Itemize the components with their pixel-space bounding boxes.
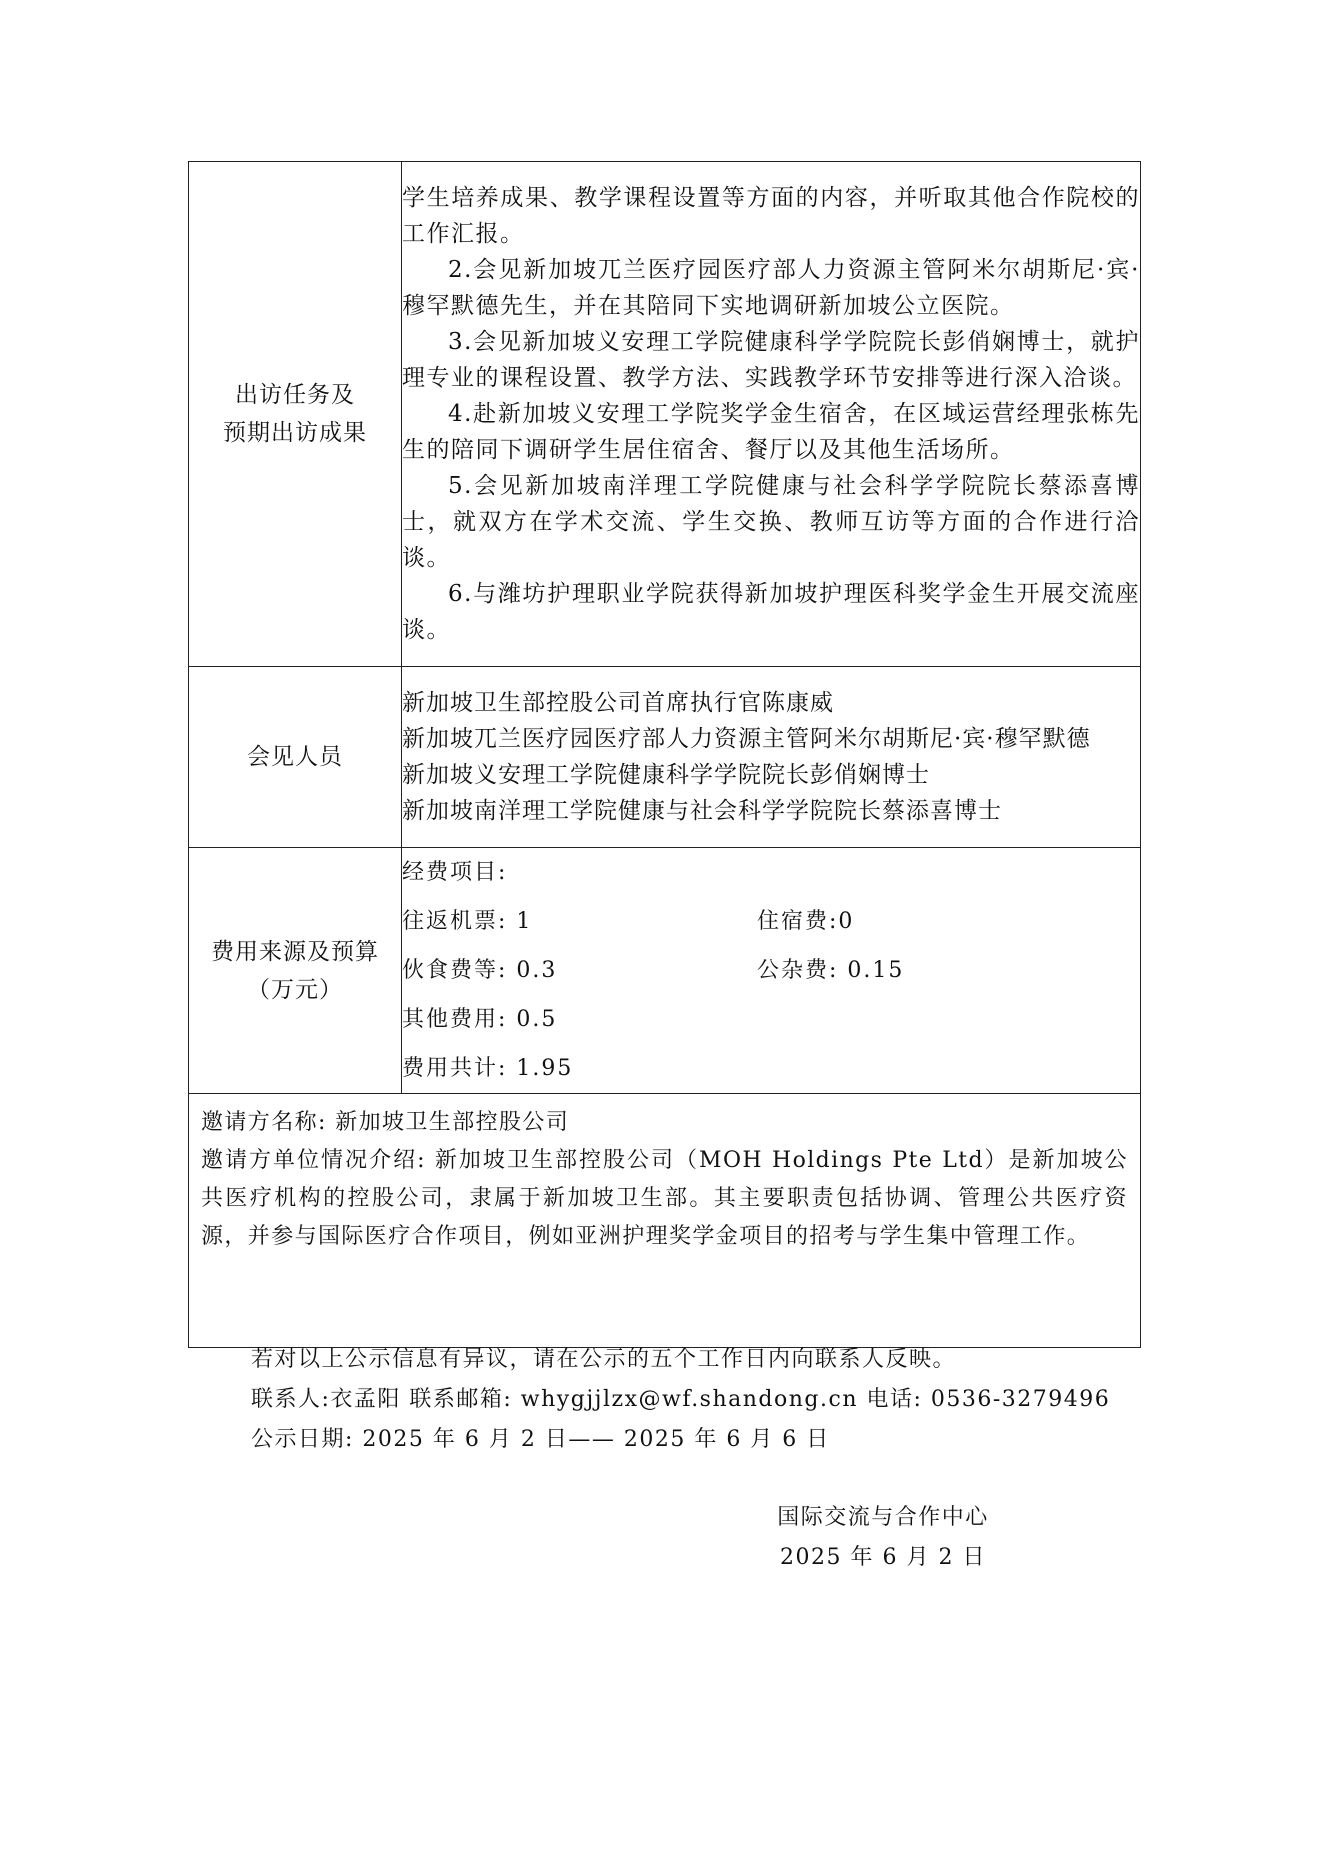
budget-misc: 公杂费: 0.15 bbox=[757, 958, 905, 983]
task-paragraph: 6.与潍坊护理职业学院获得新加坡护理医科奖学金生开展交流座谈。 bbox=[402, 581, 1140, 643]
tasks-row bbox=[189, 162, 1141, 667]
task-paragraph: 4.赴新加坡义安理工学院奖学金生宿舍，在区域运营经理张栋先生的陪同下调研学生居住宿舍、餐厅以及其他生活场所。 bbox=[402, 401, 1140, 463]
budget-line bbox=[402, 946, 1140, 995]
budget-meals: 伙食费等: 0.3 bbox=[402, 958, 558, 983]
budget-items bbox=[402, 848, 1140, 1093]
inviter-name: 邀请方名称: 新加坡卫生部控股公司 bbox=[201, 1110, 570, 1135]
signature-date: 2025 年 6 月 2 日 bbox=[780, 1545, 986, 1570]
notice-period: 公示日期: 2025 年 6 月 2 日—— 2025 年 6 月 6 日 bbox=[251, 1427, 830, 1452]
person-line: 新加坡卫生部控股公司首席执行官陈康威 bbox=[402, 690, 834, 716]
budget-airfare: 往返机票: 1 bbox=[402, 909, 533, 934]
person-line: 新加坡义安理工学院健康科学学院院长彭俏娴博士 bbox=[402, 762, 930, 788]
inviter-cell bbox=[189, 1094, 1141, 1348]
person-line: 新加坡兀兰医疗园医疗部人力资源主管阿米尔胡斯尼·宾·穆罕默德 bbox=[402, 726, 1091, 752]
task-paragraph: 5.会见新加坡南洋理工学院健康与社会科学学院院长蔡添喜博士，就双方在学术交流、学生交换、教师互访等方面的合作进行洽谈。 bbox=[402, 473, 1140, 571]
tasks-content-cell bbox=[402, 162, 1141, 667]
task-paragraph: 2.会见新加坡兀兰医疗园医疗部人力资源主管阿米尔胡斯尼·宾·穆罕默德先生，并在其陪同下实地调研新加坡公立医院。 bbox=[402, 257, 1140, 319]
inviter-row bbox=[189, 1094, 1141, 1348]
budget-line bbox=[402, 897, 1140, 946]
inviter-intro: 邀请方单位情况介绍: 新加坡卫生部控股公司（MOH Holdings Pte Ltd）是新加坡公共医疗机构的控股公司，隶属于新加坡卫生部。其主要职责包括协调、管理公共医疗资源，并参与国际医疗合作项目，例如亚洲护理奖学金项目的招考与学生集中管理工作。 bbox=[201, 1148, 1128, 1249]
budget-total: 费用共计: 1.95 bbox=[402, 1056, 574, 1081]
budget-heading: 经费项目: bbox=[402, 860, 508, 885]
person-line: 新加坡南洋理工学院健康与社会科学学院院长蔡添喜博士 bbox=[402, 798, 1002, 824]
tasks-label-cell bbox=[189, 162, 402, 667]
budget-other: 其他费用: 0.5 bbox=[402, 1007, 558, 1032]
budget-content-cell bbox=[402, 848, 1141, 1094]
disclosure-table bbox=[188, 161, 1141, 1348]
notice-contact: 联系人:衣孟阳 联系邮箱: whygjjlzx@wf.shandong.cn 电话: 0536-3279496 bbox=[251, 1387, 1111, 1412]
budget-label-cell bbox=[189, 848, 402, 1094]
people-row bbox=[189, 667, 1141, 848]
tasks-label-line1: 出访任务及 bbox=[235, 382, 355, 408]
task-paragraph: 3.会见新加坡义安理工学院健康科学学院院长彭俏娴博士，就护理专业的课程设置、教学方法、实践教学环节安排等进行深入洽谈。 bbox=[402, 329, 1140, 391]
people-label: 会见人员 bbox=[189, 667, 402, 848]
people-content-cell bbox=[402, 667, 1141, 848]
notice-block bbox=[251, 1340, 1110, 1460]
budget-row bbox=[189, 848, 1141, 1094]
budget-lodging: 住宿费:0 bbox=[757, 909, 855, 934]
task-paragraph: 学生培养成果、教学课程设置等方面的内容，并听取其他合作院校的工作汇报。 bbox=[402, 185, 1140, 247]
signature-block bbox=[768, 1498, 998, 1578]
budget-label-line2: （万元） bbox=[247, 976, 343, 1003]
notice-objection: 若对以上公示信息有异议，请在公示的五个工作日内向联系人反映。 bbox=[251, 1347, 957, 1372]
signature-org: 国际交流与合作中心 bbox=[777, 1505, 989, 1530]
budget-label-line1: 费用来源及预算 bbox=[211, 938, 379, 965]
tasks-label-line2: 预期出访成果 bbox=[223, 420, 367, 446]
